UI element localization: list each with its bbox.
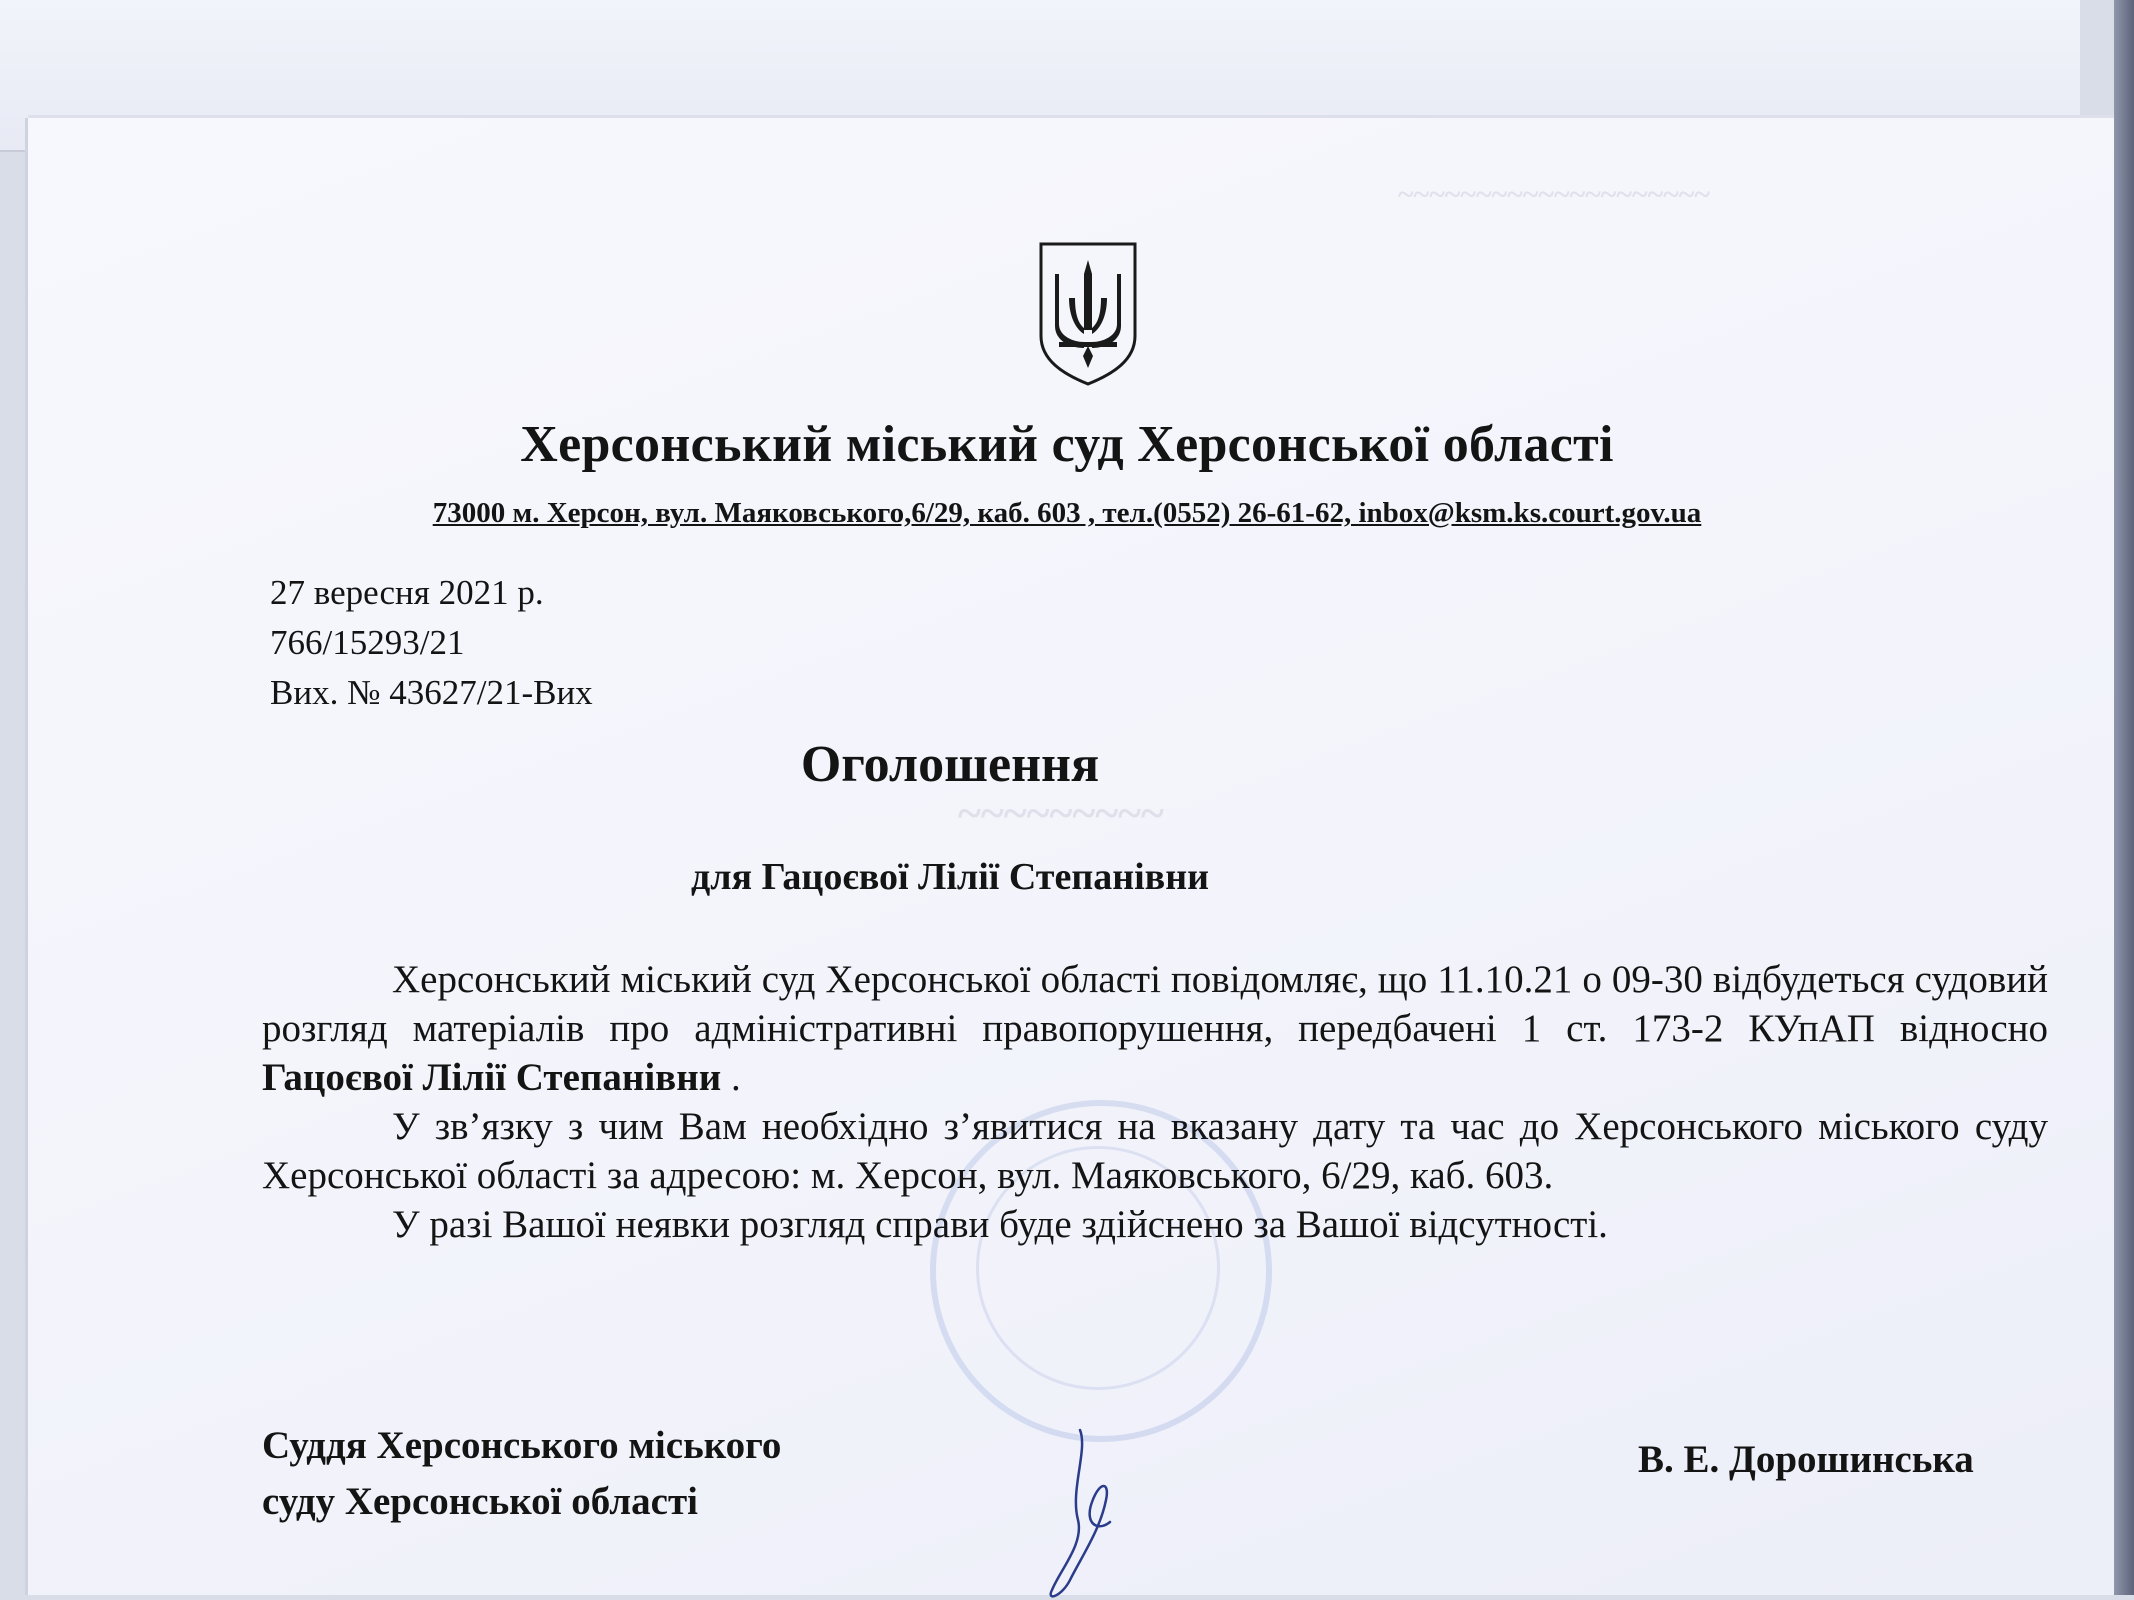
document-title: Оголошення (800, 736, 1100, 793)
document-date: 27 вересня 2021 р. (270, 573, 544, 612)
notice-paragraph: У зв’язку з чим Вам необхідно з’явитися на вказану дату та час до Херсонського міського суду Херсонської області за адресою: м. Херсон, вул. Маяковського, 6/29, каб. 603. (262, 1105, 2048, 1197)
signature-icon (1040, 1420, 1130, 1600)
recipient-line: для Гацоєвої Лілії Степанівни (690, 856, 1209, 898)
court-name-heading: Херсонський міський суд Херсонської області (520, 416, 1614, 473)
notice-paragraph: Херсонський міський суд Херсонської області повідомляє, що 11.10.21 о 09-30 відбудеться судовий розгляд матеріалів про адміністративні правопорушення, передбачені 1 ст. 173-2 КУпАП відносно Гацоєвої Лілії Степанівни . (262, 958, 2048, 1099)
notice-body (262, 955, 2048, 1249)
notice-paragraph: У разі Вашої неявки розгляд справи буде здійснено за Вашої відсутності. (392, 1203, 1608, 1246)
show-through-text: ~~~~~~~~~ (958, 789, 1164, 838)
document-meta (270, 568, 593, 718)
recipient-name: Гацоєвої Лілії Степанівни (262, 1056, 722, 1099)
signer-title: Суддя Херсонського міського суду Херсонської області (262, 1424, 782, 1523)
background-edge (2114, 0, 2134, 1595)
trident-emblem-icon (1035, 238, 1141, 388)
show-through-text: ~~~~~~~~~~~~~~~~~~~~ (1398, 178, 1711, 211)
court-address: 73000 м. Херсон, вул. Маяковського,6/29, каб. 603 , тел.(0552) 26-61-62, inbox@ksm.ks.court.gov.ua (432, 497, 1702, 529)
signer-name: В. Е. Дорошинська (1638, 1438, 1974, 1481)
case-number: 766/15293/21 (270, 623, 465, 662)
outgoing-number: Вих. № 43627/21-Вих (270, 673, 593, 712)
